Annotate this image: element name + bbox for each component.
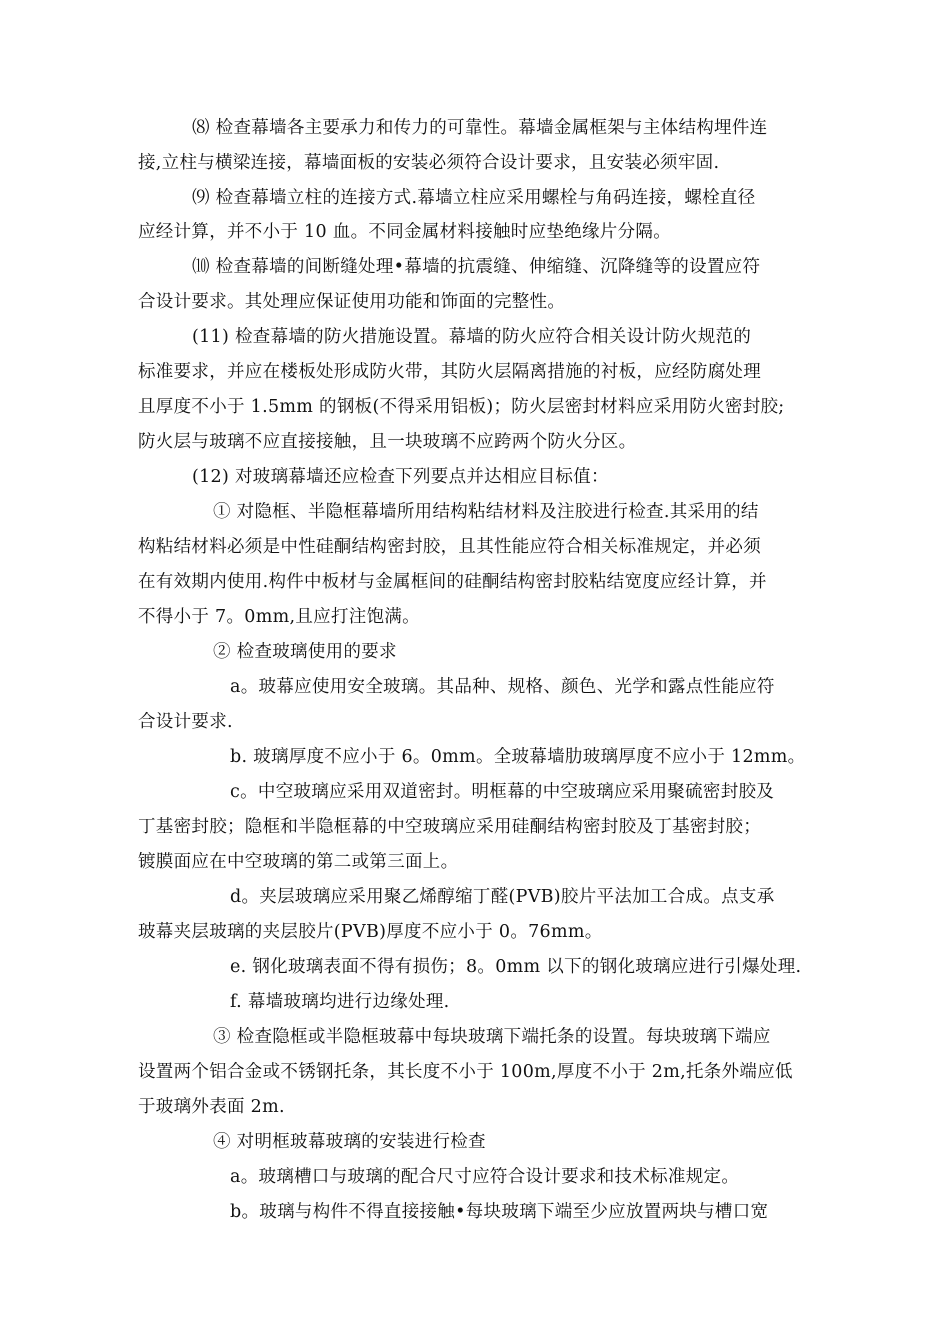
text-line: b。玻璃与构件不得直接接触•每块玻璃下端至少应放置两块与槽口宽 xyxy=(230,1202,769,1222)
text-line: 防火层与玻璃不应直接接触，且一块玻璃不应跨两个防火分区。 xyxy=(138,432,637,452)
text-line: ① 对隐框、半隐框幕墙所用结构粘结材料及注胶进行检查.其采用的结 xyxy=(213,502,759,522)
text-line: 不得小于 7。0mm,且应打注饱满。 xyxy=(138,607,420,627)
text-line: 丁基密封胶；隐框和半隐框幕的中空玻璃应采用硅酮结构密封胶及丁基密封胶； xyxy=(138,817,761,837)
text-line: f. 幕墙玻璃均进行边缘处理. xyxy=(230,992,450,1012)
text-line: a。玻璃槽口与玻璃的配合尺寸应符合设计要求和技术标准规定。 xyxy=(230,1167,740,1187)
text-line: 且厚度不小于 1.5mm 的钢板(不得采用铝板)；防火层密封材料应采用防火密封胶; xyxy=(138,397,785,417)
text-line: ⑼ 检查幕墙立柱的连接方式.幕墙立柱应采用螺栓与角码连接，螺栓直径 xyxy=(192,188,756,208)
text-line: 合设计要求。其处理应保证使用功能和饰面的完整性。 xyxy=(138,292,566,312)
text-line: a。玻幕应使用安全玻璃。其品种、规格、颜色、光学和露点性能应符 xyxy=(230,677,775,697)
text-line: 应经计算，并不小于 10 血。不同金属材料接触时应垫绝缘片分隔。 xyxy=(138,222,671,242)
text-line: ② 检查玻璃使用的要求 xyxy=(213,642,397,662)
text-line: 玻幕夹层玻璃的夹层胶片(PVB)厚度不应小于 0。76mm。 xyxy=(138,922,603,942)
text-line: d。夹层玻璃应采用聚乙烯醇缩丁醛(PVB)胶片平法加工合成。点支承 xyxy=(230,887,775,907)
text-line: 于玻璃外表面 2m. xyxy=(138,1097,285,1117)
text-line: (11) 检查幕墙的防火措施设置。幕墙的防火应符合相关设计防火规范的 xyxy=(192,327,752,347)
text-line: 标准要求，并应在楼板处形成防火带，其防火层隔离措施的衬板，应经防腐处理 xyxy=(138,362,761,382)
text-line: 在有效期内使用.构件中板材与金属框间的硅酮结构密封胶粘结宽度应经计算，并 xyxy=(138,572,767,592)
text-line: 设置两个铝合金或不锈钢托条，其长度不小于 100m,厚度不小于 2m,托条外端应低 xyxy=(138,1062,793,1082)
text-line: b. 玻璃厚度不应小于 6。0mm。全玻幕墙肋玻璃厚度不应小于 12mm。 xyxy=(230,747,806,767)
text-line: 合设计要求. xyxy=(138,712,233,732)
text-line: ⑻ 检查幕墙各主要承力和传力的可靠性。幕墙金属框架与主体结构埋件连 xyxy=(192,118,768,138)
text-line: ④ 对明框玻幕玻璃的安装进行检查 xyxy=(213,1132,486,1152)
text-line: 构粘结材料必须是中性硅酮结构密封胶，且其性能应符合相关标准规定，并必须 xyxy=(138,537,761,557)
text-line: 接,立柱与横梁连接，幕墙面板的安装必须符合设计要求，且安装必须牢固. xyxy=(138,153,720,173)
text-line: e. 钢化玻璃表面不得有损伤；8。0mm 以下的钢化玻璃应进行引爆处理. xyxy=(230,957,802,977)
text-line: ③ 检查隐框或半隐框玻幕中每块玻璃下端托条的设置。每块玻璃下端应 xyxy=(213,1027,771,1047)
text-line: ⑽ 检查幕墙的间断缝处理•幕墙的抗震缝、伸缩缝、沉降缝等的设置应符 xyxy=(192,257,761,277)
text-line: 镀膜面应在中空玻璃的第二或第三面上。 xyxy=(138,852,459,872)
text-line: c。中空玻璃应采用双道密封。明框幕的中空玻璃应采用聚硫密封胶及 xyxy=(230,782,775,802)
text-line: (12) 对玻璃幕墙还应检查下列要点并达相应目标值： xyxy=(192,467,609,487)
